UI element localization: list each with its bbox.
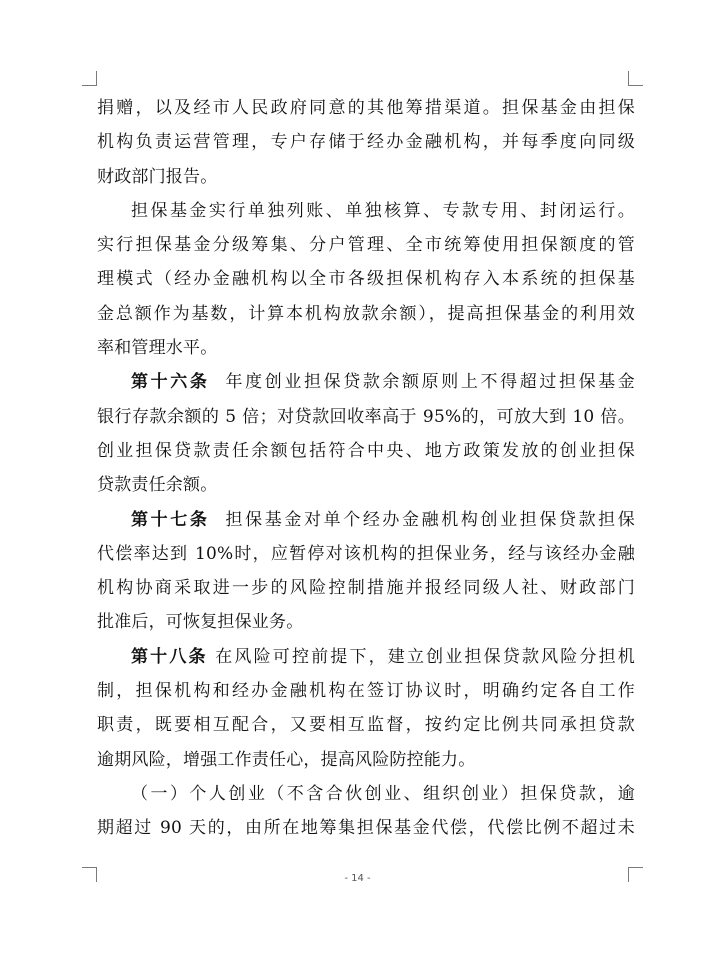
article-17-first-line bbox=[97, 503, 635, 537]
text-line: 财政部门报告。 bbox=[97, 166, 218, 187]
text-line: 批准后，可恢复担保业务。 bbox=[97, 612, 304, 633]
text-line: 贷款责任余额。 bbox=[97, 475, 218, 496]
text-line: 职责，既要相互配合，又要相互监督，按约定比例共同承担贷款 bbox=[97, 715, 635, 736]
text-line: 担保基金实行单独列账、单独核算、专款专用、封闭运行。 bbox=[131, 200, 635, 221]
article-16-first-line bbox=[97, 365, 635, 399]
text-line: 率和管理水平。 bbox=[97, 338, 218, 359]
text-line: （一）个人创业（不含合伙创业、组织创业）担保贷款，逾 bbox=[131, 783, 635, 804]
page-number: - 14 - bbox=[344, 873, 371, 884]
text-line: 捐赠，以及经市人民政府同意的其他筹措渠道。担保基金由担保 bbox=[97, 98, 635, 118]
article-18-heading: 第十八条 bbox=[131, 646, 208, 667]
article-16-heading: 第十六条 bbox=[131, 372, 210, 393]
article-18-text: 在风险可控前提下，建立创业担保贷款风险分担机 bbox=[215, 646, 635, 667]
text-line: 代偿率达到 10%时，应暂停对该机构的担保业务，经与该经办金融 bbox=[97, 543, 635, 564]
text-line: 理模式（经办金融机构以全市各级担保机构存入本系统的担保基 bbox=[97, 269, 635, 290]
body-text bbox=[97, 91, 635, 846]
article-18-first-line bbox=[97, 640, 635, 674]
text-line: 机构负责运营管理，专户存储于经办金融机构，并每季度向同级 bbox=[97, 132, 635, 153]
text-line: 机构协商采取进一步的风险控制措施并报经同级人社、财政部门 bbox=[97, 578, 635, 599]
text-line: 制，担保机构和经办金融机构在签订协议时，明确约定各自工作 bbox=[97, 681, 635, 702]
text-line: 创业担保贷款责任余额包括符合中央、地方政策发放的创业担保 bbox=[97, 440, 635, 461]
text-line: 期超过 90 天的，由所在地筹集担保基金代偿，代偿比例不超过未 bbox=[97, 818, 635, 839]
text-line: 金总额作为基数，计算本机构放款余额），提高担保基金的利用效 bbox=[97, 303, 635, 324]
article-16-text: 年度创业担保贷款余额原则上不得超过担保基金 bbox=[225, 372, 635, 393]
crop-mark-top-left bbox=[82, 71, 97, 86]
article-17-heading: 第十七条 bbox=[131, 509, 210, 530]
crop-mark-top-right bbox=[628, 71, 643, 86]
text-line: 银行存款余额的 5 倍；对贷款回收率高于 95%的，可放大到 10 倍。 bbox=[97, 406, 635, 427]
text-line: 实行担保基金分级筹集、分户管理、全市统筹使用担保额度的管 bbox=[97, 235, 635, 256]
text-line: 逾期风险，增强工作责任心，提高风险防控能力。 bbox=[97, 749, 476, 770]
article-17-text: 担保基金对单个经办金融机构创业担保贷款担保 bbox=[225, 509, 635, 530]
